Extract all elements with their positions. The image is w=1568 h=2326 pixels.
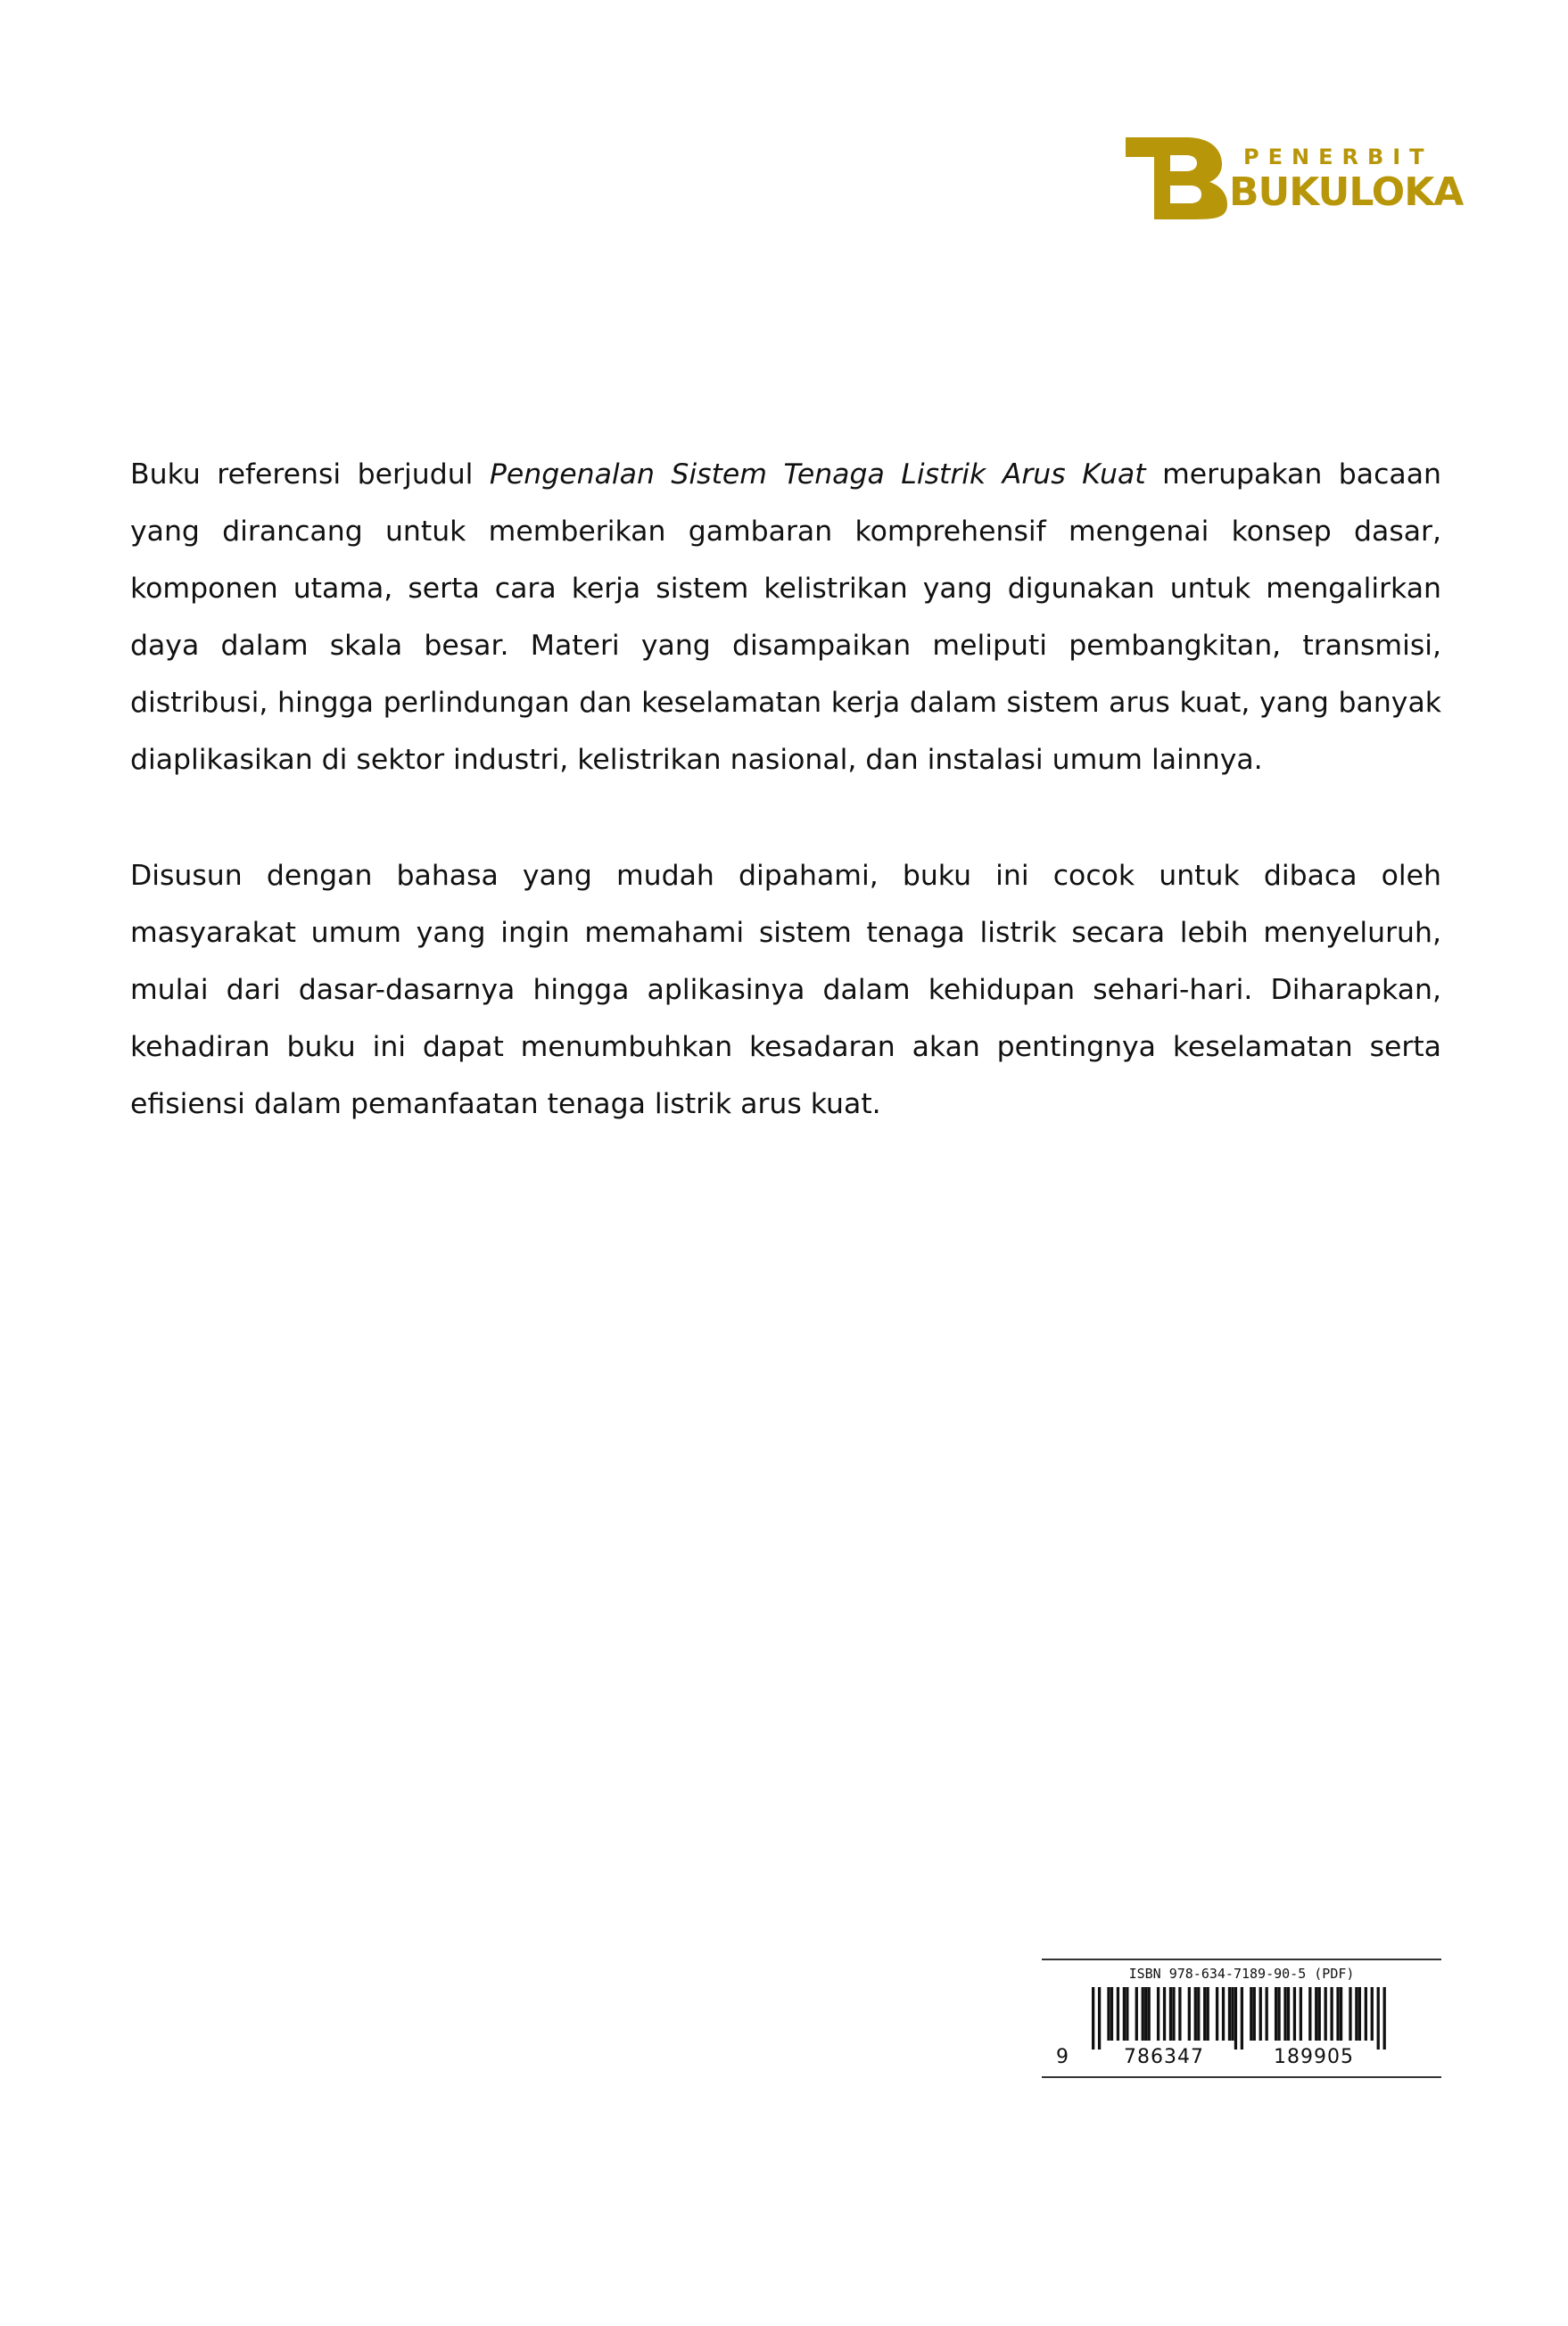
- description-paragraph-1: [130, 446, 1441, 788]
- barcode-bar: [1135, 1987, 1138, 2041]
- barcode-bar: [1110, 1987, 1113, 2041]
- barcode-bar: [1300, 1987, 1302, 2041]
- barcode-bar: [1216, 1987, 1218, 2041]
- barcode-bar: [1253, 1987, 1256, 2041]
- isbn-first-digit: 9: [1056, 2046, 1069, 2068]
- barcode-bar: [1231, 1987, 1234, 2041]
- book-title: Pengenalan Sistem Tenaga Listrik Arus Kuat: [489, 458, 1146, 491]
- publisher-name: BUKULOKA: [1229, 169, 1464, 215]
- barcode-bar: [1188, 1987, 1191, 2041]
- barcode-bar: [1222, 1987, 1225, 2041]
- barcode-bar: [1293, 1987, 1296, 2041]
- barcode-bar: [1126, 1987, 1128, 2041]
- isbn-left-digits: 786347: [1124, 2046, 1204, 2068]
- barcode-bar: [1287, 1987, 1290, 2041]
- barcode-bar: [1277, 1987, 1280, 2041]
- barcode-bar: [1234, 1987, 1237, 2050]
- barcode-bar: [1144, 1987, 1147, 2041]
- barcode-bar: [1157, 1987, 1159, 2041]
- barcode-bar: [1340, 1987, 1342, 2041]
- barcode-icon: [1092, 1987, 1386, 2050]
- barcode-bar: [1377, 1987, 1380, 2050]
- barcode-bar: [1275, 1987, 1277, 2041]
- barcode-bar: [1194, 1987, 1197, 2041]
- barcode-bar: [1308, 1987, 1311, 2041]
- back-cover-description: [130, 446, 1441, 1192]
- barcode-bar: [1241, 1987, 1243, 2050]
- barcode-bar: [1383, 1987, 1386, 2050]
- paragraph-1-body: merupakan bacaan yang dirancang untuk memberikan gambaran komprehensif mengenai konsep dasar, komponen utama, serta cara kerja sistem kelistrikan yang digunakan untuk mengalirkan daya dalam skala besar. Materi yang disampaikan meliputi pembangkitan, transmisi, distribusi, hingga perlindungan dan keselamatan kerja dalam sistem arus kuat, yang banyak diaplikasikan di sektor industri, kelistrikan nasional, dan instalasi umum lainnya.: [130, 458, 1441, 776]
- isbn-barcode-block: [1042, 1959, 1441, 2078]
- barcode-bar: [1117, 1987, 1119, 2041]
- barcode-bar: [1107, 1987, 1110, 2041]
- isbn-top-rule: [1042, 1959, 1441, 1960]
- isbn-right-digits: 189905: [1274, 2046, 1354, 2068]
- isbn-bottom-rule: [1042, 2076, 1441, 2078]
- barcode-bar: [1178, 1987, 1181, 2041]
- barcode-bar: [1358, 1987, 1361, 2041]
- barcode-bar: [1228, 1987, 1231, 2041]
- barcode-bar: [1336, 1987, 1339, 2041]
- barcode-bar: [1169, 1987, 1172, 2041]
- barcode-bar: [1163, 1987, 1166, 2041]
- barcode-bar: [1330, 1987, 1333, 2041]
- barcode-bar: [1371, 1987, 1374, 2041]
- barcode-bar: [1142, 1987, 1144, 2041]
- barcode-bar: [1123, 1987, 1126, 2041]
- barcode-bar: [1259, 1987, 1262, 2041]
- barcode-bar: [1250, 1987, 1252, 2041]
- barcode-bar: [1355, 1987, 1358, 2041]
- publisher-logo: [1122, 134, 1464, 223]
- description-paragraph-2: Disusun dengan bahasa yang mudah dipahami, buku ini cocok untuk dibaca oleh masyarakat umum yang ingin memahami sistem tenaga listrik secara lebih menyeluruh, mulai dari dasar-dasarnya hingga aplikasinya dalam kehidupan sehari-hari. Diharapkan, kehadiran buku ini dapat menumbuhkan kesadaran akan pentingnya keselamatan serta efisiensi dalam pemanfaatan tenaga listrik arus kuat.: [130, 860, 1441, 1120]
- barcode-bar: [1207, 1987, 1209, 2041]
- isbn-label: ISBN 978-634-7189-90-5 (PDF): [1128, 1966, 1355, 1982]
- barcode-bar: [1283, 1987, 1286, 2041]
- barcode-bar: [1349, 1987, 1351, 2041]
- barcode-bar: [1092, 1987, 1094, 2050]
- barcode-bar: [1315, 1987, 1317, 2041]
- barcode-bar: [1197, 1987, 1200, 2041]
- paragraph-1-intro: Buku referensi berjudul: [130, 458, 490, 491]
- barcode-bar: [1172, 1987, 1175, 2041]
- publisher-sub-label: PENERBIT: [1243, 144, 1433, 169]
- barcode-bar: [1318, 1987, 1321, 2041]
- barcode-bar: [1203, 1987, 1206, 2041]
- barcode-bar: [1365, 1987, 1367, 2041]
- bukuloka-b-logo-icon: [1122, 134, 1238, 219]
- barcode-bar: [1266, 1987, 1268, 2041]
- barcode-bar: [1325, 1987, 1327, 2041]
- barcode-bar: [1098, 1987, 1101, 2050]
- barcode-bar: [1148, 1987, 1151, 2041]
